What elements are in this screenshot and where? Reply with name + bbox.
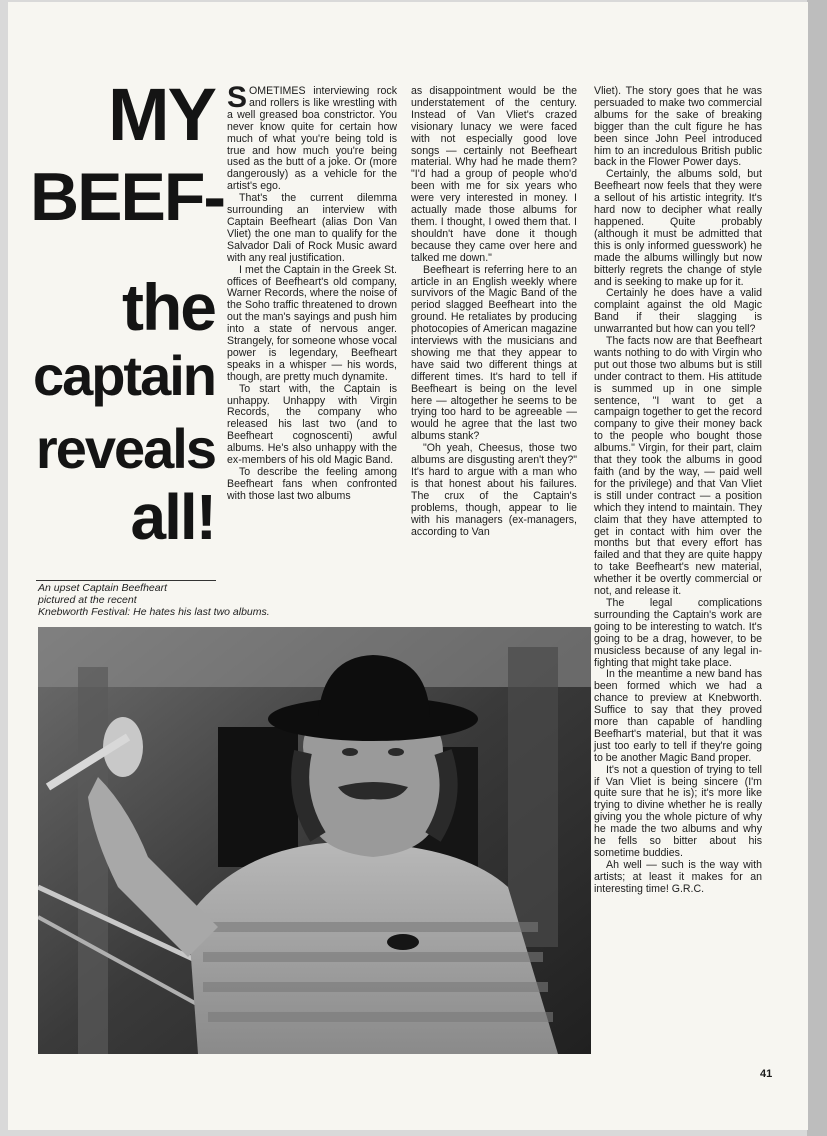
caption-rule bbox=[36, 580, 216, 581]
headline-the: the bbox=[122, 270, 215, 344]
photo-illustration bbox=[38, 627, 591, 1054]
col3-para-6: It's not a question of trying to tell if Van Vliet is being sincere (I'm quite sure that he is); it's more like trying to divine whether he is really giving you the whole picture of why he made the two albums and why he fells so bitter about his sometime buddies. bbox=[594, 763, 762, 859]
page-number: 41 bbox=[760, 1068, 773, 1080]
col3-para-0: Vliet). The story goes that he was persuaded to make two commercial albums for the sake of breaking bigger than the cult figure he has been since John Peel introduced him to an incredulous British public back in the Flower Power days. bbox=[594, 85, 762, 169]
col1-para-1: That's the current dilemma surrounding an interview with Captain Beefheart (alias Don Van Vliet) the one man to qualify for the Salvador Dali of Rock Music award with any real justification. bbox=[227, 192, 397, 264]
col2-para-1: Beefheart is referring here to an article in an English weekly where survivors of the Magic Band of the period slagged Beefheart into the ground. He retaliates by producing photocopies of American magazine interviews with the musicians and showing me that they appear to have said two different things at different times. It's hard to tell if Beefheart is being on the level here — altogether he seems to be trying too hard to be agreeable — would he agree that the last two albums stank? bbox=[411, 263, 577, 443]
caption-line-2: pictured at the recent bbox=[38, 594, 137, 606]
caption-line-1: An upset Captain Beefheart bbox=[38, 582, 168, 594]
col3-para-2: Certainly he does have a valid complaint against the old Magic Band if their slagging is unwarranted but how can you tell? bbox=[594, 287, 762, 336]
headline-all: all! bbox=[130, 481, 215, 553]
col1-para-0 bbox=[227, 81, 397, 193]
captain-beefheart-photo bbox=[38, 627, 591, 1054]
magazine-page bbox=[8, 2, 808, 1130]
article-column-3 bbox=[594, 86, 762, 896]
headline-my: MY bbox=[108, 73, 215, 156]
headline-beef: BEEF- bbox=[30, 159, 224, 235]
headline-captain: captain bbox=[32, 344, 215, 407]
col3-para-7: Ah well — such is the way with artists; at least it makes for an interesting time! G.R.C. bbox=[594, 858, 762, 895]
page-edge bbox=[807, 0, 827, 1136]
col2-para-2: "Oh yeah, Cheesus, those two albums are disgusting aren't they?" It's hard to argue with a man who is that honest about his failures. The crux of the Captain's problems, though, appear to lie with his managers (ex-managers, according to Van bbox=[411, 442, 577, 538]
col3-para-4: The legal complications surrounding the Captain's work are going to be interesting to watch. It's going to be a drag, however, to be musicless because of any legal in-fighting that might take place. bbox=[594, 596, 762, 669]
col3-para-1: Certainly, the albums sold, but Beefheart now feels that they were a sellout of his artistic integrity. It's hard now to decipher what really happened. Quite probably (although it must be admitted that this is only informed guesswork) he made the albums willingly but now bitterly regrets the change of style and is seeking to make up for it. bbox=[594, 168, 762, 288]
col3-para-3: The facts now are that Beefheart wants nothing to do with Virgin who put out those two albums but is still under contract to them. His attitude is summed up in one simple sentence, "I want to get a campaign together to get the record company to give their money back to the people who bought those albums." Virgin, for their part, claim that they took the albums in good faith (and by the way, — paid well for the privilege) and that Van Vliet is still under contract — a position which they intend to maintain. They claim that they have attempted to get in contact with him over the months but that every effort has failed and that they are quite happy to take Beefheart's new material, whether it be overtly commercial or not, and release it. bbox=[594, 335, 762, 598]
headline-reveals: reveals bbox=[35, 417, 215, 480]
col3-para-5: In the meantime a new band has been formed which we had a chance to preview at Knebworth. Suffice to say that they proved more than capable of handling Beefhart's material, but that it was just too early to tell if they're going to be another Magic Band proper. bbox=[594, 668, 762, 764]
col1-para-0-text: OMETIMES interviewing rock and rollers is like wrestling with a well greased boa constrictor. You never know quite for certain how much of what you're being told is true and how much you're being used as the butt of a joke. Or (more dangerously) as a vehicle for the artist's ego. bbox=[227, 85, 397, 193]
article-column-1 bbox=[227, 81, 397, 503]
col1-para-4: To describe the feeling among Beefheart fans when confronted with those last two albums bbox=[227, 466, 397, 502]
caption-line-3: Knebworth Festival: He hates his last two albums. bbox=[38, 606, 270, 618]
article-column-2 bbox=[411, 86, 577, 538]
photo-caption bbox=[38, 582, 338, 618]
col1-para-2: I met the Captain in the Greek St. offices of Beefheart's old company, Warner Records, where the noise of the Soho traffic threatened to drown out the man's sayings and push him into a state of nervous anger. Strangely, for someone whose vocal power is legendary, Beefheart speaks in a whisper — his words, though, are pretty much dynamite. bbox=[227, 263, 397, 383]
col2-para-0: as disappointment would be the understatement of the century. Instead of Van Vliet's crazed visionary lunacy we were faced with not especially good love songs — certainly not Beefheart material. Why had he made them? "I'd had a group of people who'd been with me for six years who were very interested in money. I actually made those albums for them. I thought, I owed them that. I shouldn't have done it though because they came over here and talked me down." bbox=[411, 85, 577, 264]
col1-para-3: To start with, the Captain is unhappy. Unhappy with Virgin Records, the company who released his last two (and to Beefheart cognoscenti) awful albums. He's also unhappy with the ex-members of his old Magic Band. bbox=[227, 382, 397, 467]
drop-cap: S bbox=[227, 81, 248, 114]
